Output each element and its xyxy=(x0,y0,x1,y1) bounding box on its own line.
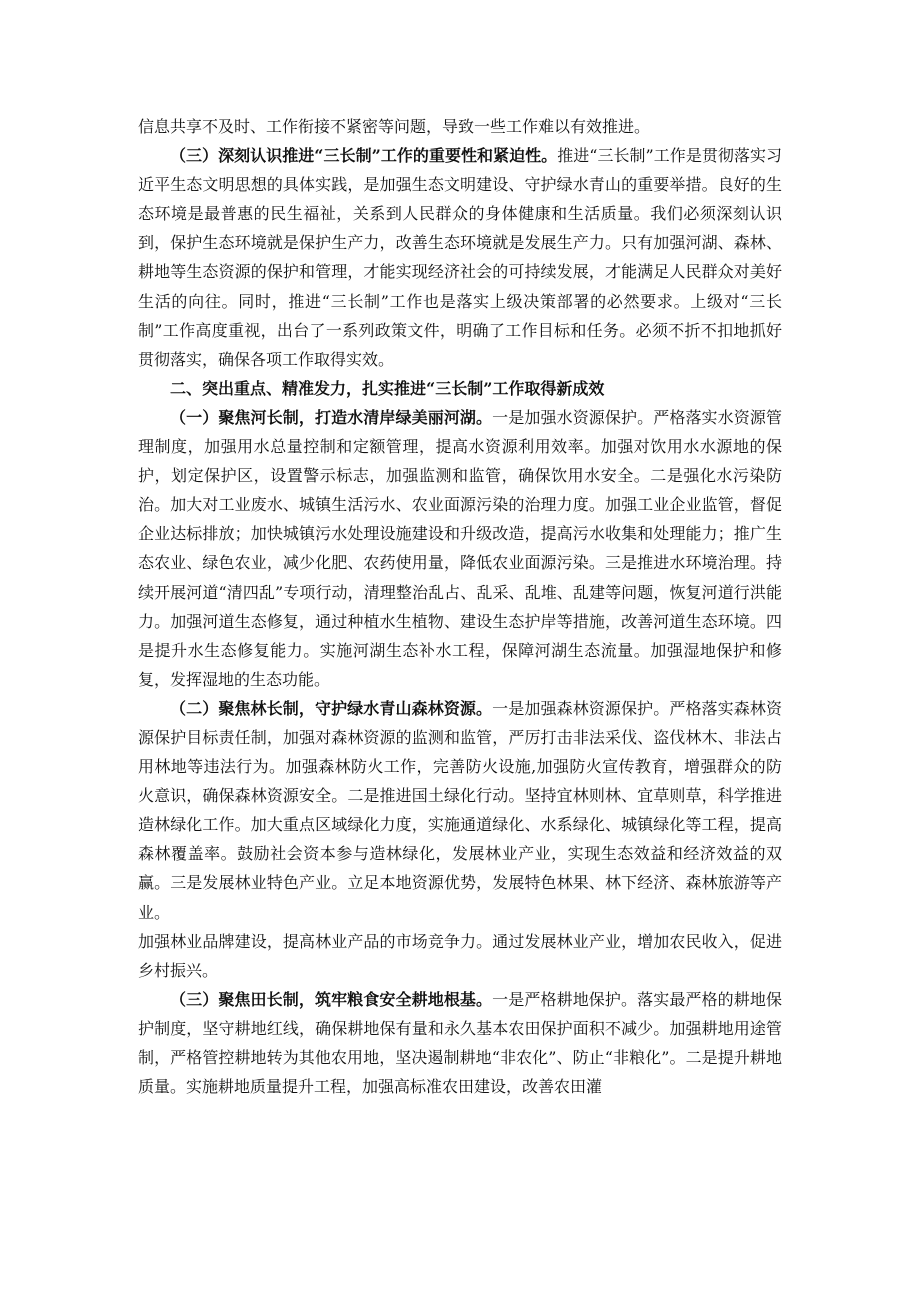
paragraph-forest-continuation xyxy=(138,927,782,985)
paragraph-field-chief xyxy=(138,985,782,1101)
document-page xyxy=(138,112,782,1101)
section-heading: 二、突出重点、精准发力，扎实推进“三长制”工作取得新成效 xyxy=(170,378,605,398)
paragraph-text: 一是加强森林资源保护。严格落实森林资源保护目标责任制，加强对森林资源的监测和监管，严厉打击非法采伐、盗伐林木、非法占用林地等违法行为。加强森林防火工作，完善防火设施,加强防火宣传教育，增强群众的防火意识，确保森林资源安全。二是推进国土绿化行动。坚持宜林则林、宜草则草，科学推进造林绿化工作。加大重点区域绿化力度，实施通道绿化、水系绿化、城镇绿化等工程，提高森林覆盖率。鼓励社会资本参与造林绿化，发展林业产业，实现生态效益和经济效益的双赢。三是发展林业特色产业。立足本地资源优势，发展特色林果、林下经济、森林旅游等产业。 xyxy=(138,698,782,922)
paragraph-text: 信息共享不及时、工作衔接不紧密等问题，导致一些工作难以有效推进。 xyxy=(138,117,651,136)
paragraph-forest-chief xyxy=(138,694,782,927)
paragraph-lead: （三）深刻认识推进“三长制”工作的重要性和紧迫性。 xyxy=(170,146,558,166)
paragraph-lead: （三）聚焦田长制，筑牢粮食安全耕地根基。 xyxy=(170,989,493,1009)
paragraph-continuation xyxy=(138,112,782,141)
paragraph-lead: （二）聚焦林长制，守护绿水青山森林资源。 xyxy=(170,698,493,718)
paragraph-text: 一是加强水资源保护。严格落实水资源管理制度，加强用水总量控制和定额管理，提高水资源利用效率。加强对饮用水水源地的保护，划定保护区，设置警示标志，加强监测和监管，确保饮用水安全。二是强化水污染防治。加大对工业废水、城镇生活污水、农业面源污染的治理力度。加强工业企业监管，督促企业达标排放；加快城镇污水处理设施建设和升级改造，提高污水收集和处理能力；推广生态农业、绿色农业，减少化肥、农药使用量，降低农业面源污染。三是推进水环境治理。持续开展河道“清四乱”专项行动，清理整治乱占、乱采、乱堆、乱建等问题，恢复河道行洪能力。加强河道生态修复，通过种植水生植物、建设生态护岸等措施，改善河道生态环境。四是提升水生态修复能力。实施河湖生态补水工程，保障河湖生态流量。加强湿地保护和修复，发挥湿地的生态功能。 xyxy=(138,407,782,689)
paragraph-text: 一是严格耕地保护。落实最严格的耕地保护制度，坚守耕地红线，确保耕地保有量和永久基本农田保护面积不减少。加强耕地用途管制，严格管控耕地转为其他农用地，坚决遏制耕地“非农化”、防止“非粮化”。二是提升耕地质量。实施耕地质量提升工程，加强高标准农田建设，改善农田灌 xyxy=(138,989,782,1097)
paragraph-river-chief xyxy=(138,403,782,694)
paragraph-lead: （一）聚焦河长制，打造水清岸绿美丽河湖。 xyxy=(170,407,493,427)
paragraph-text: 推进“三长制”工作是贯彻落实习近平生态文明思想的具体实践，是加强生态文明建设、守护绿水青山的重要举措。良好的生态环境是最普惠的民生福祉，关系到人民群众的身体健康和生活质量。我们必须深刻认识到，保护生态环境就是保护生产力，改善生态环境就是发展生产力。只有加强河湖、森林、耕地等生态资源的保护和管理，才能实现经济社会的可持续发展，才能满足人民群众对美好生活的向往。同时，推进“三长制”工作也是落实上级决策部署的必然要求。上级对“三长制”工作高度重视，出台了一系列政策文件，明确了工作目标和任务。必须不折不扣地抓好贯彻落实，确保各项工作取得实效。 xyxy=(138,146,782,369)
paragraph-importance xyxy=(138,141,782,374)
paragraph-text: 加强林业品牌建设，提高林业产品的市场竞争力。通过发展林业产业，增加农民收入，促进乡村振兴。 xyxy=(138,931,782,980)
